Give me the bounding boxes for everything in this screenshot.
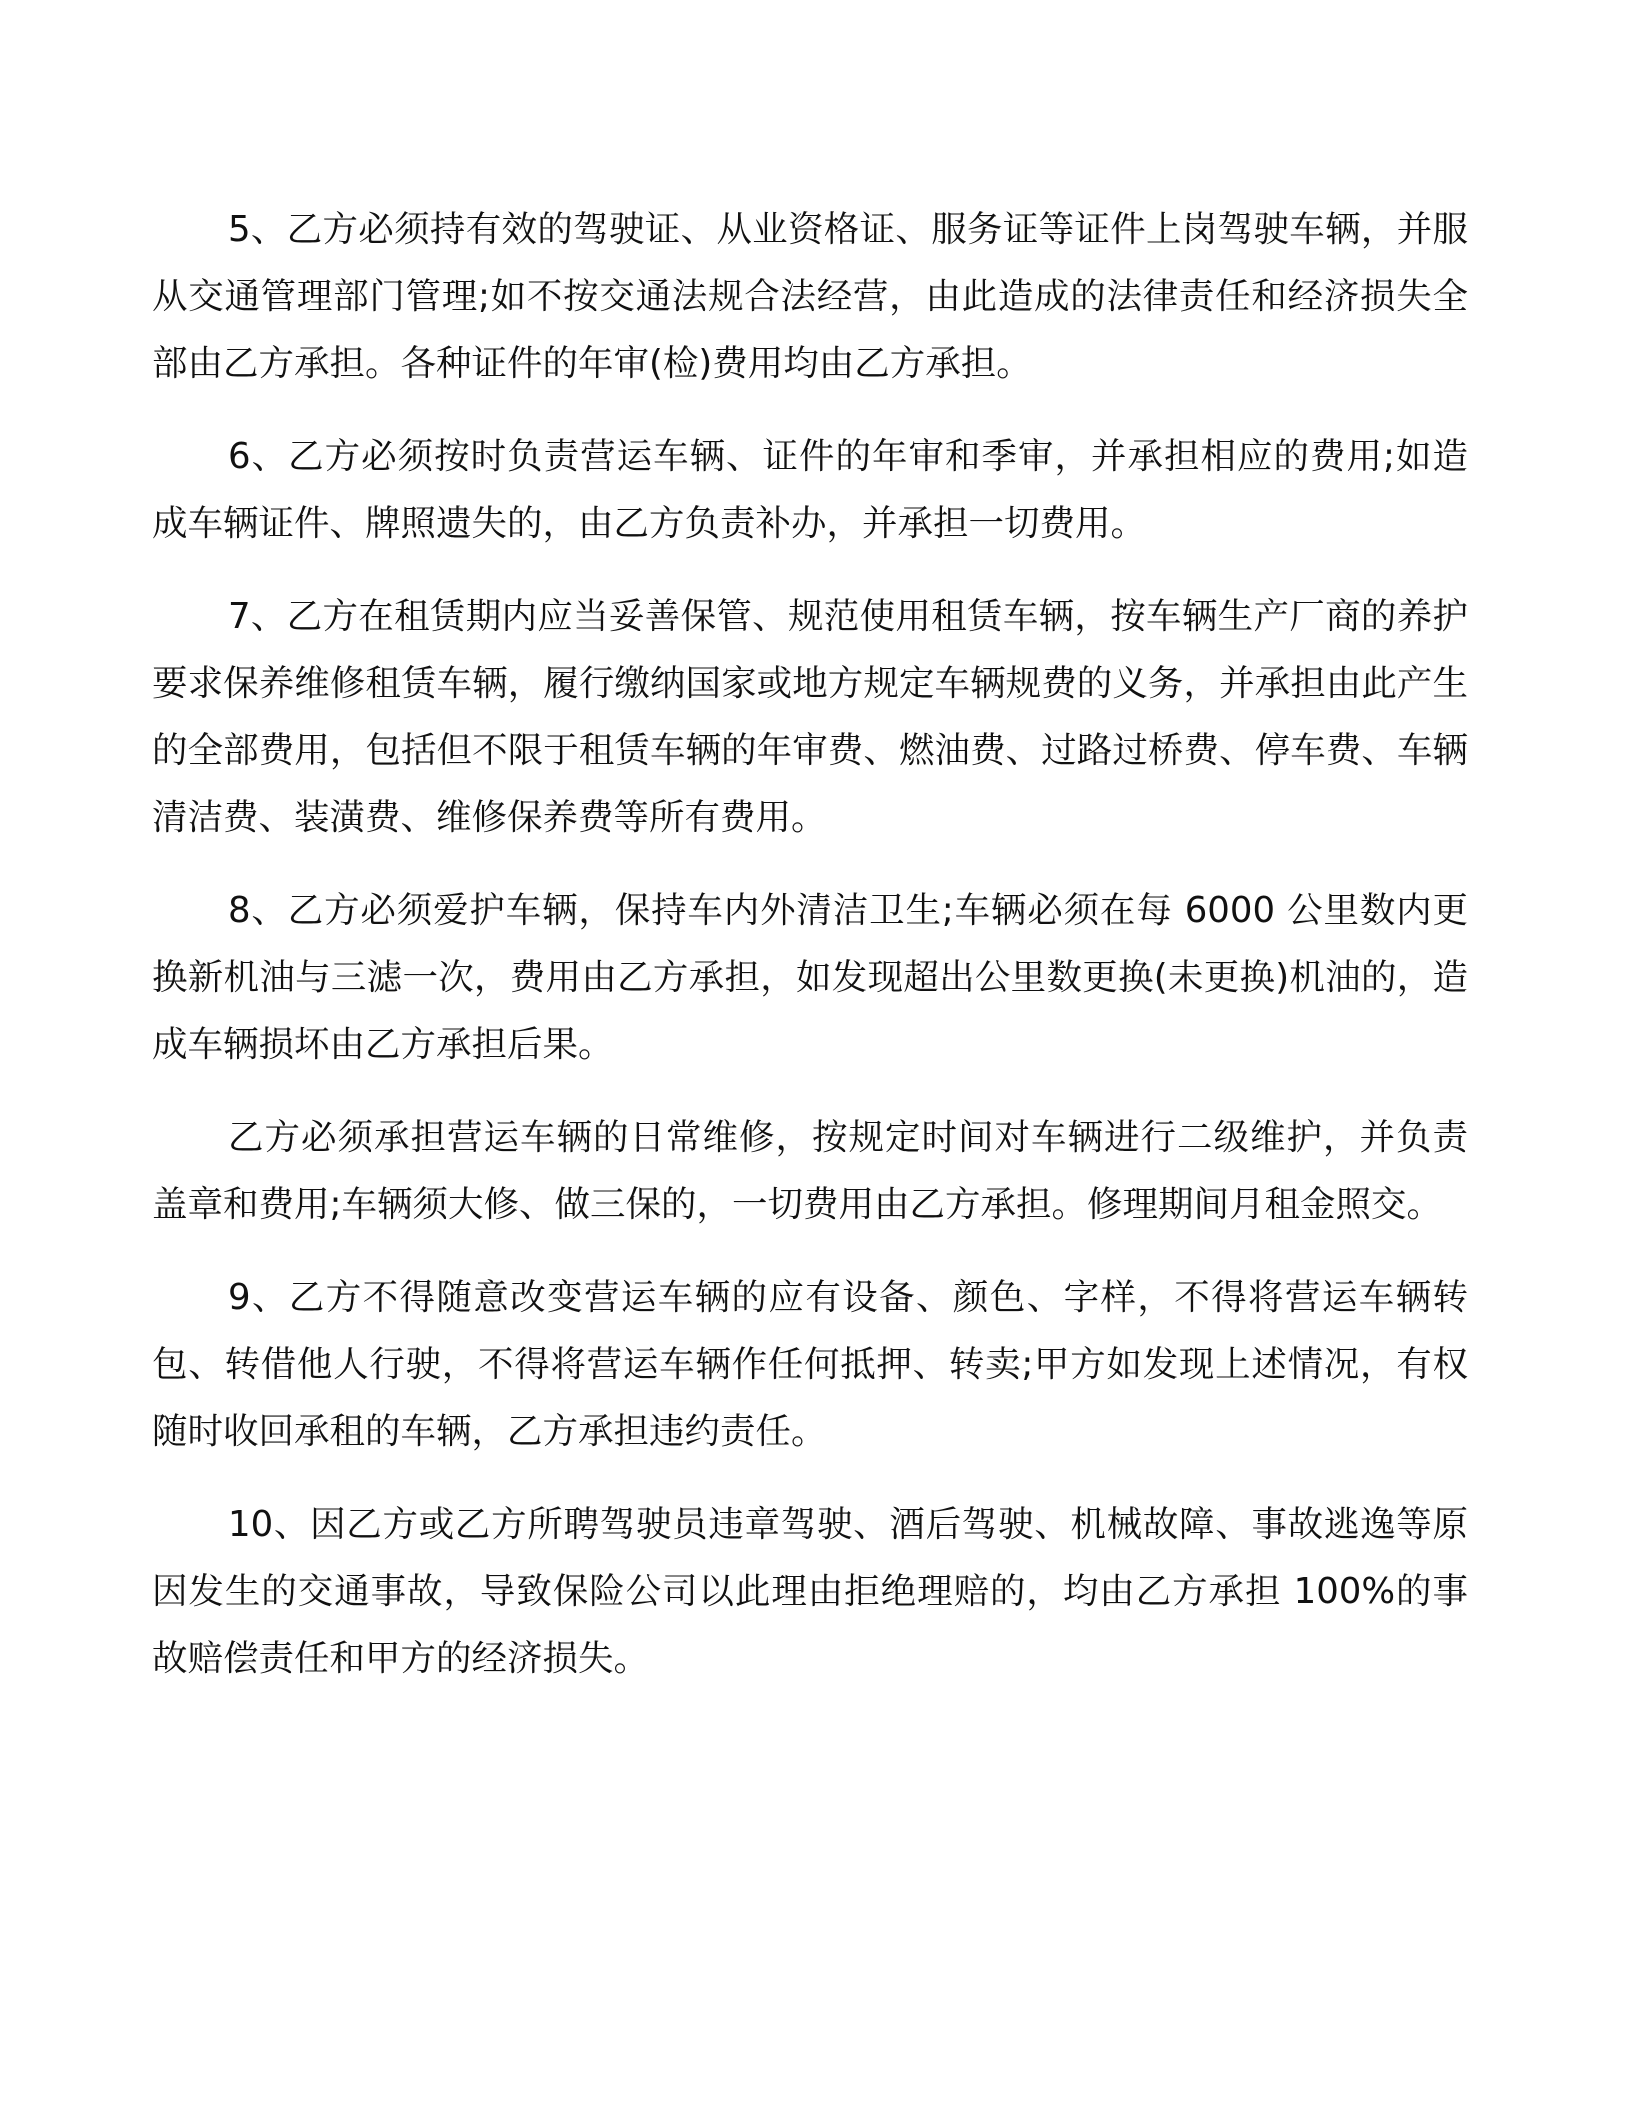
clause-5-paragraph: 5、乙方必须持有效的驾驶证、从业资格证、服务证等证件上岗驾驶车辆，并服从交通管理部门管理;如不按交通法规合法经营，由此造成的法律责任和经济损失全部由乙方承担。各种证件的年审(检)费用均由乙方承担。 [152,209,1468,384]
clause-9-paragraph: 9、乙方不得随意改变营运车辆的应有设备、颜色、字样，不得将营运车辆转包、转借他人行驶，不得将营运车辆作任何抵押、转卖;甲方如发现上述情况，有权随时收回承租的车辆，乙方承担违约责任。 [152,1277,1468,1452]
clause-8-paragraph: 8、乙方必须爱护车辆，保持车内外清洁卫生;车辆必须在每 6000 公里数内更换新机油与三滤一次，费用由乙方承担，如发现超出公里数更换(未更换)机油的，造成车辆损坏由乙方承担后果。 [152,890,1468,1065]
clause-7-paragraph: 7、乙方在租赁期内应当妥善保管、规范使用租赁车辆，按车辆生产厂商的养护要求保养维修租赁车辆，履行缴纳国家或地方规定车辆规费的义务，并承担由此产生的全部费用，包括但不限于租赁车辆的年审费、燃油费、过路过桥费、停车费、车辆清洁费、装潢费、维修保养费等所有费用。 [152,596,1468,838]
document-page [152,196,1468,1718]
clause-10-paragraph: 10、因乙方或乙方所聘驾驶员违章驾驶、酒后驾驶、机械故障、事故逃逸等原因发生的交通事故，导致保险公司以此理由拒绝理赔的，均由乙方承担 100%的事故赔偿责任和甲方的经济损失。 [152,1504,1468,1679]
maintenance-paragraph: 乙方必须承担营运车辆的日常维修，按规定时间对车辆进行二级维护，并负责盖章和费用;车辆须大修、做三保的，一切费用由乙方承担。修理期间月租金照交。 [152,1117,1468,1225]
clause-6-paragraph: 6、乙方必须按时负责营运车辆、证件的年审和季审，并承担相应的费用;如造成车辆证件、牌照遗失的，由乙方负责补办，并承担一切费用。 [152,436,1468,544]
